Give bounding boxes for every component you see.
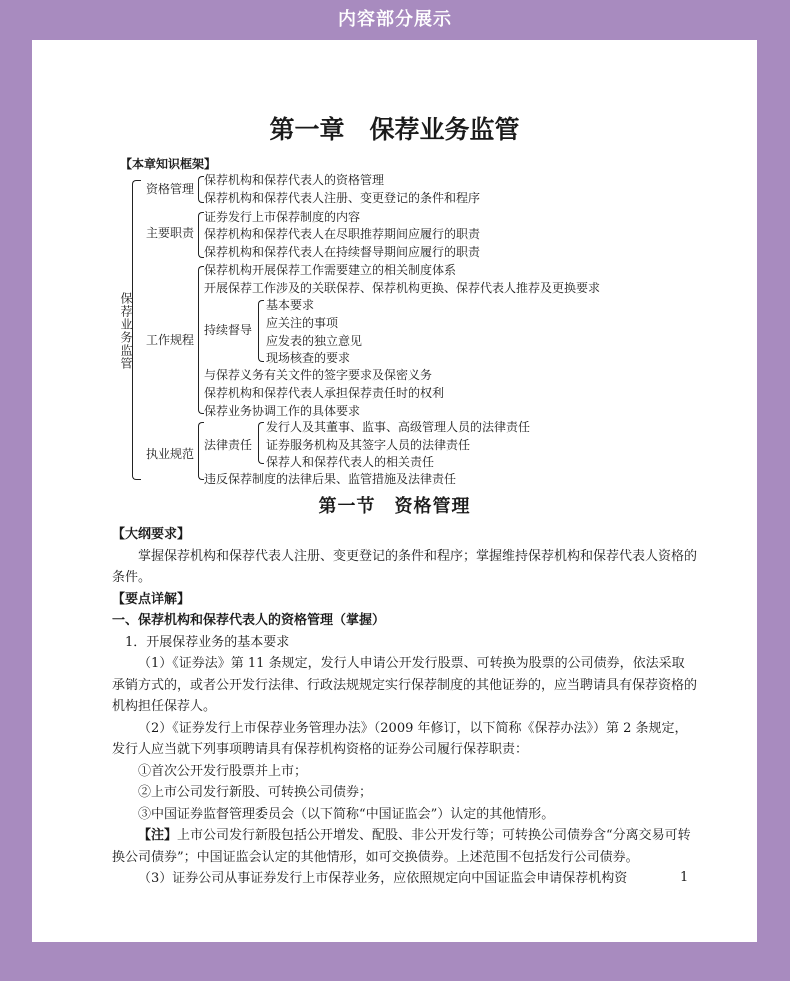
outline-heading: 【大纲要求】 [112,527,191,542]
branch-label-duty: 主要职责 [146,226,195,240]
detail-heading: 【要点详解】 [112,591,191,607]
list-item: ①首次公开发行股票并上市； [138,763,308,779]
note-text: 上市公司发行新股包括公开增发、配股、非公开发行等；可转换公司债券含“分离交易可转换公司债券”；中国证监会认定的其他情形，如可交换债券。上述范围不包括发行公司债券。 [112,828,691,865]
paragraph-2: （2）《证券发行上市保荐业务管理办法》（2009 年修订，以下简称《保荐办法》）第 2 条规定，发行人应当就下列事项聘请具有保荐机构资格的证券公司履行保荐职责： [112,720,688,757]
tree-item: 与保荐义务有关文件的签字要求及保密义务 [204,368,433,382]
tree-item: 保荐机构和保荐代表人在尽职推荐期间应履行的职责 [204,227,481,241]
page-number: 1 [680,870,689,885]
supervision-brace [258,300,264,362]
sub-branch-label-supervision: 持续督导 [204,323,253,337]
chapter-title: 第一章 保荐业务监管 [269,115,520,144]
list-item: ③中国证券监督管理委员会（以下简称“中国证监会”）认定的其他情形。 [138,806,555,822]
tree-item: 保荐机构开展保荐工作需要建立的相关制度体系 [204,263,457,277]
tree-item: 保荐机构和保荐代表人在持续督导期间应履行的职责 [204,245,481,259]
tree-item: 保荐机构和保荐代表人承担保荐责任时的权利 [204,386,445,400]
tree-item: 证券发行上市保荐制度的内容 [204,210,361,224]
subsection-heading: 一、保荐机构和保荐代表人的资格管理（掌握） [112,613,386,628]
framework-heading: 【本章知识框架】 [120,157,217,171]
branch-label-exec: 执业规范 [146,447,195,461]
tree-item: 保荐机构和保荐代表人的资格管理 [204,173,385,187]
document-page [32,40,757,942]
tree-item: 发行人及其董事、监事、高级管理人员的法律责任 [266,420,531,434]
tree-item: 基本要求 [266,298,315,312]
tree-item: 证券服务机构及其签字人员的法律责任 [266,438,471,452]
tree-item: 应发表的独立意见 [266,334,363,348]
outline-paragraph: 掌握保荐机构和保荐代表人注册、变更登记的条件和程序；掌握维持保荐机构和保荐代表人资格的条件。 [112,548,698,585]
tree-item: 现场核查的要求 [266,351,351,365]
sub-branch-label-liability: 法律责任 [204,438,253,452]
paragraph-1: （1）《证券法》第 11 条规定，发行人申请公开发行股票、可转换为股票的公司债券，依法采取承销方式的，或者公开发行法律、行政法规规定实行保荐制度的其他证券的，应当聘请具有保荐资格的机构担任保荐人。 [112,656,698,714]
tree-item: 违反保荐制度的法律后果、监管措施及法律责任 [204,472,457,486]
body-content [112,524,697,890]
tree-item: 保荐业务协调工作的具体要求 [204,404,361,418]
note-tag: 【注】 [138,828,178,843]
item-heading: 1．开展保荐业务的基本要求 [125,634,290,650]
branch-label-work: 工作规程 [146,333,195,347]
tree-item: 应关注的事项 [266,316,339,330]
tree-item: 保荐人和保荐代表人的相关责任 [266,455,435,469]
banner-title: 内容部分展示 [338,9,452,30]
root-label: 保荐业务监管 [119,292,133,370]
tree-item: 保荐机构和保荐代表人注册、变更登记的条件和程序 [204,191,481,205]
tree-item: 开展保荐工作涉及的关联保荐、保荐机构更换、保荐代表人推荐及更换要求 [204,281,601,295]
section-title: 第一节 资格管理 [318,496,471,517]
list-item: ②上市公司发行新股、可转换公司债券； [138,785,373,800]
branch-label-qualification: 资格管理 [146,182,195,196]
note-paragraph [112,825,697,868]
liability-brace [258,422,264,464]
paragraph-3: （3）证券公司从事证券发行上市保荐业务，应依照规定向中国证监会申请保荐机构资 [138,871,628,886]
